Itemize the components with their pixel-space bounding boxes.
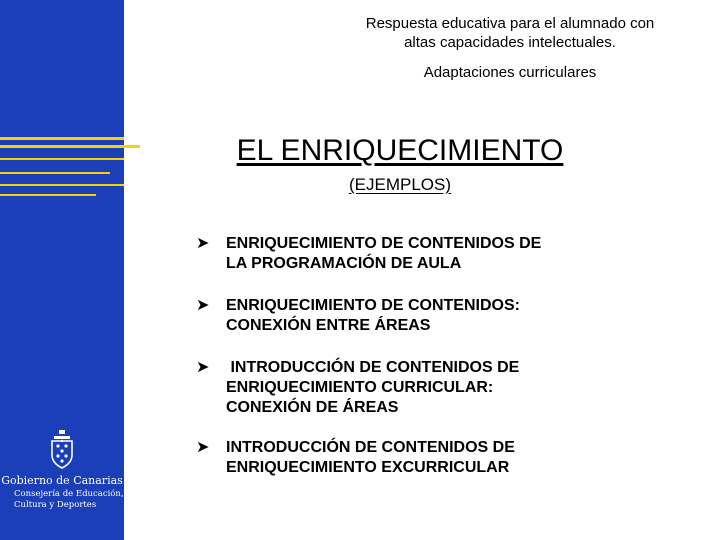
- bullet-item: [196, 296, 696, 336]
- logo-department-line: Cultura y Deportes: [14, 500, 97, 510]
- coat-of-arms-icon: [48, 430, 76, 470]
- bullet-line: ENRIQUECIMIENTO DE CONTENIDOS DE: [226, 235, 542, 252]
- yellow-stripe: [0, 172, 110, 174]
- bullet-line: LA PROGRAMACIÓN DE AULA: [226, 255, 462, 272]
- header-subtitle: Adaptaciones curriculares: [423, 64, 597, 81]
- arrow-bullet-icon: ➤: [196, 439, 210, 456]
- yellow-stripe: [0, 145, 140, 148]
- bullet-list: [196, 234, 696, 478]
- bullet-line: ENRIQUECIMIENTO DE CONTENIDOS:: [226, 297, 520, 314]
- slide-header: [310, 14, 710, 52]
- arrow-bullet-icon: ➤: [196, 235, 210, 252]
- header-line: altas capacidades intelectuales.: [404, 34, 616, 51]
- slide-title: EL ENRIQUECIMIENTO: [236, 134, 564, 167]
- bullet-line: INTRODUCCIÓN DE CONTENIDOS DE: [226, 359, 520, 376]
- yellow-stripe: [0, 158, 124, 160]
- logo-department-line: Consejería de Educación,: [14, 489, 124, 499]
- bullet-item: [196, 438, 696, 478]
- bullet-item: [196, 358, 696, 418]
- bullet-line: INTRODUCCIÓN DE CONTENIDOS DE: [226, 439, 515, 456]
- logo-department: [0, 489, 124, 511]
- yellow-stripe: [0, 137, 124, 140]
- government-logo: [0, 430, 124, 511]
- arrow-bullet-icon: ➤: [196, 297, 210, 314]
- bullet-item: [196, 234, 696, 274]
- bullet-line: ENRIQUECIMIENTO EXCURRICULAR: [226, 459, 510, 476]
- bullet-line: CONEXIÓN DE ÁREAS: [226, 399, 399, 416]
- yellow-stripe: [0, 194, 96, 196]
- bullet-line: CONEXIÓN ENTRE ÁREAS: [226, 317, 431, 334]
- yellow-stripe: [0, 184, 124, 186]
- slide-subtitle: (EJEMPLOS): [348, 175, 452, 194]
- logo-name: Gobierno de Canarias: [1, 474, 123, 487]
- header-line: Respuesta educativa para el alumnado con: [365, 15, 655, 32]
- bullet-line: ENRIQUECIMIENTO CURRICULAR:: [226, 379, 494, 396]
- arrow-bullet-icon: ➤: [196, 359, 210, 376]
